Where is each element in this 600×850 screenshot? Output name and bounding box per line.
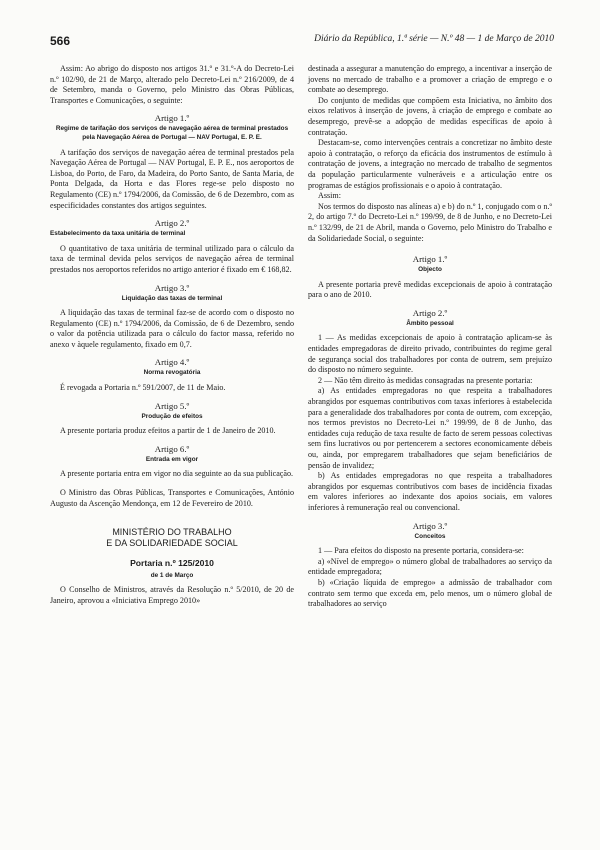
r-article-2-para-1: 1 — As medidas excepcionais de apoio à contratação aplicam-se às entidades empregadoras de direito privado, contribuintes do regime geral de segurança social dos trabalhadores por conta de outrem, sem prejuízo do disposto no número seguinte.: [308, 333, 552, 375]
article-4-body: É revogada a Portaria n.º 591/2007, de 11 de Maio.: [60, 383, 226, 393]
article-3-subtitle: Liquidação das taxas de terminal: [121, 294, 223, 302]
r-article-3-subtitle: Conceitos: [414, 532, 446, 540]
r-article-1-body: A presente portaria prevê medidas excepcionais de apoio à contratação para o ano de 2010.: [308, 279, 552, 300]
r-article-3-title: Artigo 3.º: [412, 520, 448, 531]
article-3-title: Artigo 3.º: [154, 282, 190, 293]
article-2-subtitle: Estabelecimento da taxa unitária de terminal: [50, 230, 186, 238]
legal-basis-paragraph: Nos termos do disposto nas alíneas a) e b) do n.º 1, conjugado com o n.º 2, do artigo 7.º do Decreto-Lei n.º 199/99, de 8 de Junho, e no Decreto-Lei n.º 132/99, de 21 de Abril, manda o Governo, pelo Ministro do Trabalho e da Solidariedade Social, o seguinte:: [308, 201, 552, 243]
article-1-title: Artigo 1.º: [154, 113, 190, 124]
r-article-3-para-1: 1 — Para efeitos do disposto na presente portaria, considera-se:: [318, 546, 524, 556]
ministry-heading: [50, 527, 294, 549]
article-6-body: A presente portaria entra em vigor no dia seguinte ao da sua publicação.: [60, 469, 294, 479]
continuation-paragraph: destinada a assegurar a manutenção do emprego, a incentivar a inserção de jovens no mercado de trabalho e a promover a criação de emprego e o combate ao desemprego.: [308, 64, 552, 95]
portaria-number: Portaria n.º 125/2010: [130, 558, 214, 569]
article-5-subtitle: Produção de efeitos: [141, 412, 203, 420]
article-1-subtitle: Regime de tarifação dos serviços de navegação aérea de terminal prestados pela Navegação Aérea de Portugal — NAV Portugal, E. P. E.: [55, 125, 289, 141]
article-4-subtitle: Norma revogatória: [143, 369, 201, 377]
intro-paragraph: Assim: Ao abrigo do disposto nos artigos 31.º e 31.º-A do Decreto-Lei n.º 102/90, de 21 de Março, alterado pelo Decreto-Lei n.º 216/2009, de 4 de Setembro, manda o Governo, pelo Ministro das Obras Públicas, Transportes e Comunicações, o seguinte:: [50, 64, 294, 105]
article-1-body: A tarifação dos serviços de navegação aérea de terminal prestados pela Navegação Aérea de Portugal — NAV Portugal, E. P. E., nos aeroportos de Lisboa, do Porto, de Faro, da Madeira, do Porto Santo, de Santa Maria, de Ponta Delgada, da Horta e das Flores rege-se pelo disposto no Regulamento (CE) n.º 1794/2006, da Comissão, de 6 de Dezembro, com as especificidades constantes dos artigos seguintes.: [50, 147, 294, 210]
r-article-2-item-b: b) As entidades empregadoras no que respeita a trabalhadores abrangidos por esquemas contributivos com bases de incidência fixadas em valores inferiores ao indexante dos apoios sociais, em valores inferiores à remuneração real ou convencional.: [308, 471, 552, 512]
r-article-2-subtitle: Âmbito pessoal: [406, 319, 454, 327]
ministry-line-1: MINISTÉRIO DO TRABALHO: [112, 527, 232, 538]
r-article-3-item-b: b) «Criação líquida de emprego» a admissão de trabalhador com contrato sem termo que exceda em, pelo menos, um o número global de trabalhadores ao serviço: [308, 577, 552, 609]
r-article-1-title: Artigo 1.º: [412, 254, 448, 265]
r-article-2-para-2: 2 — Não têm direito às medidas consagradas na presente portaria:: [318, 375, 533, 385]
portaria-date: de 1 de Março: [150, 572, 194, 580]
article-4-title: Artigo 4.º: [154, 357, 190, 368]
r-article-2-item-a: a) As entidades empregadoras no que respeita a trabalhadores abrangidos por esquemas contributivos com taxas inferiores à estabelecida para a generalidade dos trabalhadores por conta de outrem, com excepção, nos termos previstos no Decreto-Lei n.º 199/99, de 8 de Junho, das entidades cuja redução de taxa resulte de facto de serem pessoas colectivas sem fins lucrativos ou por pertencerem a sectores economicamente débeis ou, ainda, por empregarem trabalhadores que sejam beneficiários de pensão de invalidez;: [308, 386, 552, 470]
article-2-body: O quantitativo de taxa unitária de terminal utilizado para o cálculo da taxa de terminal devida pelos serviços de navegação aérea de terminal prestados nos aeroportos referidos no artigo anterior é fixado em € 168,82.: [50, 243, 294, 274]
article-6-subtitle: Entrada em vigor: [145, 455, 199, 463]
r-article-2-title: Artigo 2.º: [412, 307, 448, 318]
r-article-1-subtitle: Objecto: [418, 266, 442, 274]
running-header: Diário da República, 1.ª série — N.º 48 — 1 de Março de 2010: [314, 34, 554, 44]
signature-paragraph: O Ministro das Obras Públicas, Transportes e Comunicações, António Augusto da Ascenção Mendonça, em 12 de Fevereiro de 2010.: [50, 488, 294, 508]
article-6-title: Artigo 6.º: [154, 443, 190, 454]
article-2-title: Artigo 2.º: [154, 218, 190, 229]
left-column: [50, 64, 294, 606]
portaria-intro: O Conselho de Ministros, através da Resolução n.º 5/2010, de 20 de Janeiro, aprovou a «Iniciativa Emprego 2010»: [50, 585, 294, 605]
article-5-body: A presente portaria produz efeitos a partir de 1 de Janeiro de 2010.: [60, 426, 276, 436]
article-5-title: Artigo 5.º: [154, 400, 190, 411]
right-column: [308, 64, 552, 610]
interventions-paragraph: Destacam-se, como intervenções centrais a concretizar no âmbito deste apoio à contratação, o reforço da eficácia dos instrumentos de estímulo à contratação de jovens, a integração no mercado de trabalho de segmentos da população particularmente vulneráveis e a articulação entre os programas de estágios profissionais e o apoio à contratação.: [308, 138, 552, 190]
assim-paragraph: Assim:: [318, 191, 341, 201]
ministry-line-2: E DA SOLIDARIEDADE SOCIAL: [106, 538, 238, 549]
page-number: 566: [50, 34, 71, 48]
article-3-body: A liquidação das taxas de terminal faz-se de acordo com o disposto no Regulamento (CE) n.º 1794/2006, da Comissão, de 6 de Dezembro, sendo o valor da potência utilizada para o cálculo do factor massa, referido no anexo v àquele regulamento, fixado em 0,7.: [50, 308, 294, 349]
r-article-3-item-a: a) «Nível de emprego» o número global de trabalhadores ao serviço da entidade empregadora;: [308, 556, 552, 577]
measures-paragraph: Do conjunto de medidas que compõem esta Iniciativa, no âmbito dos eixos relativos à inserção de jovens, à criação de emprego e combate ao desemprego, prevê-se a adopção de medidas específicas de apoio à contratação.: [308, 95, 552, 137]
